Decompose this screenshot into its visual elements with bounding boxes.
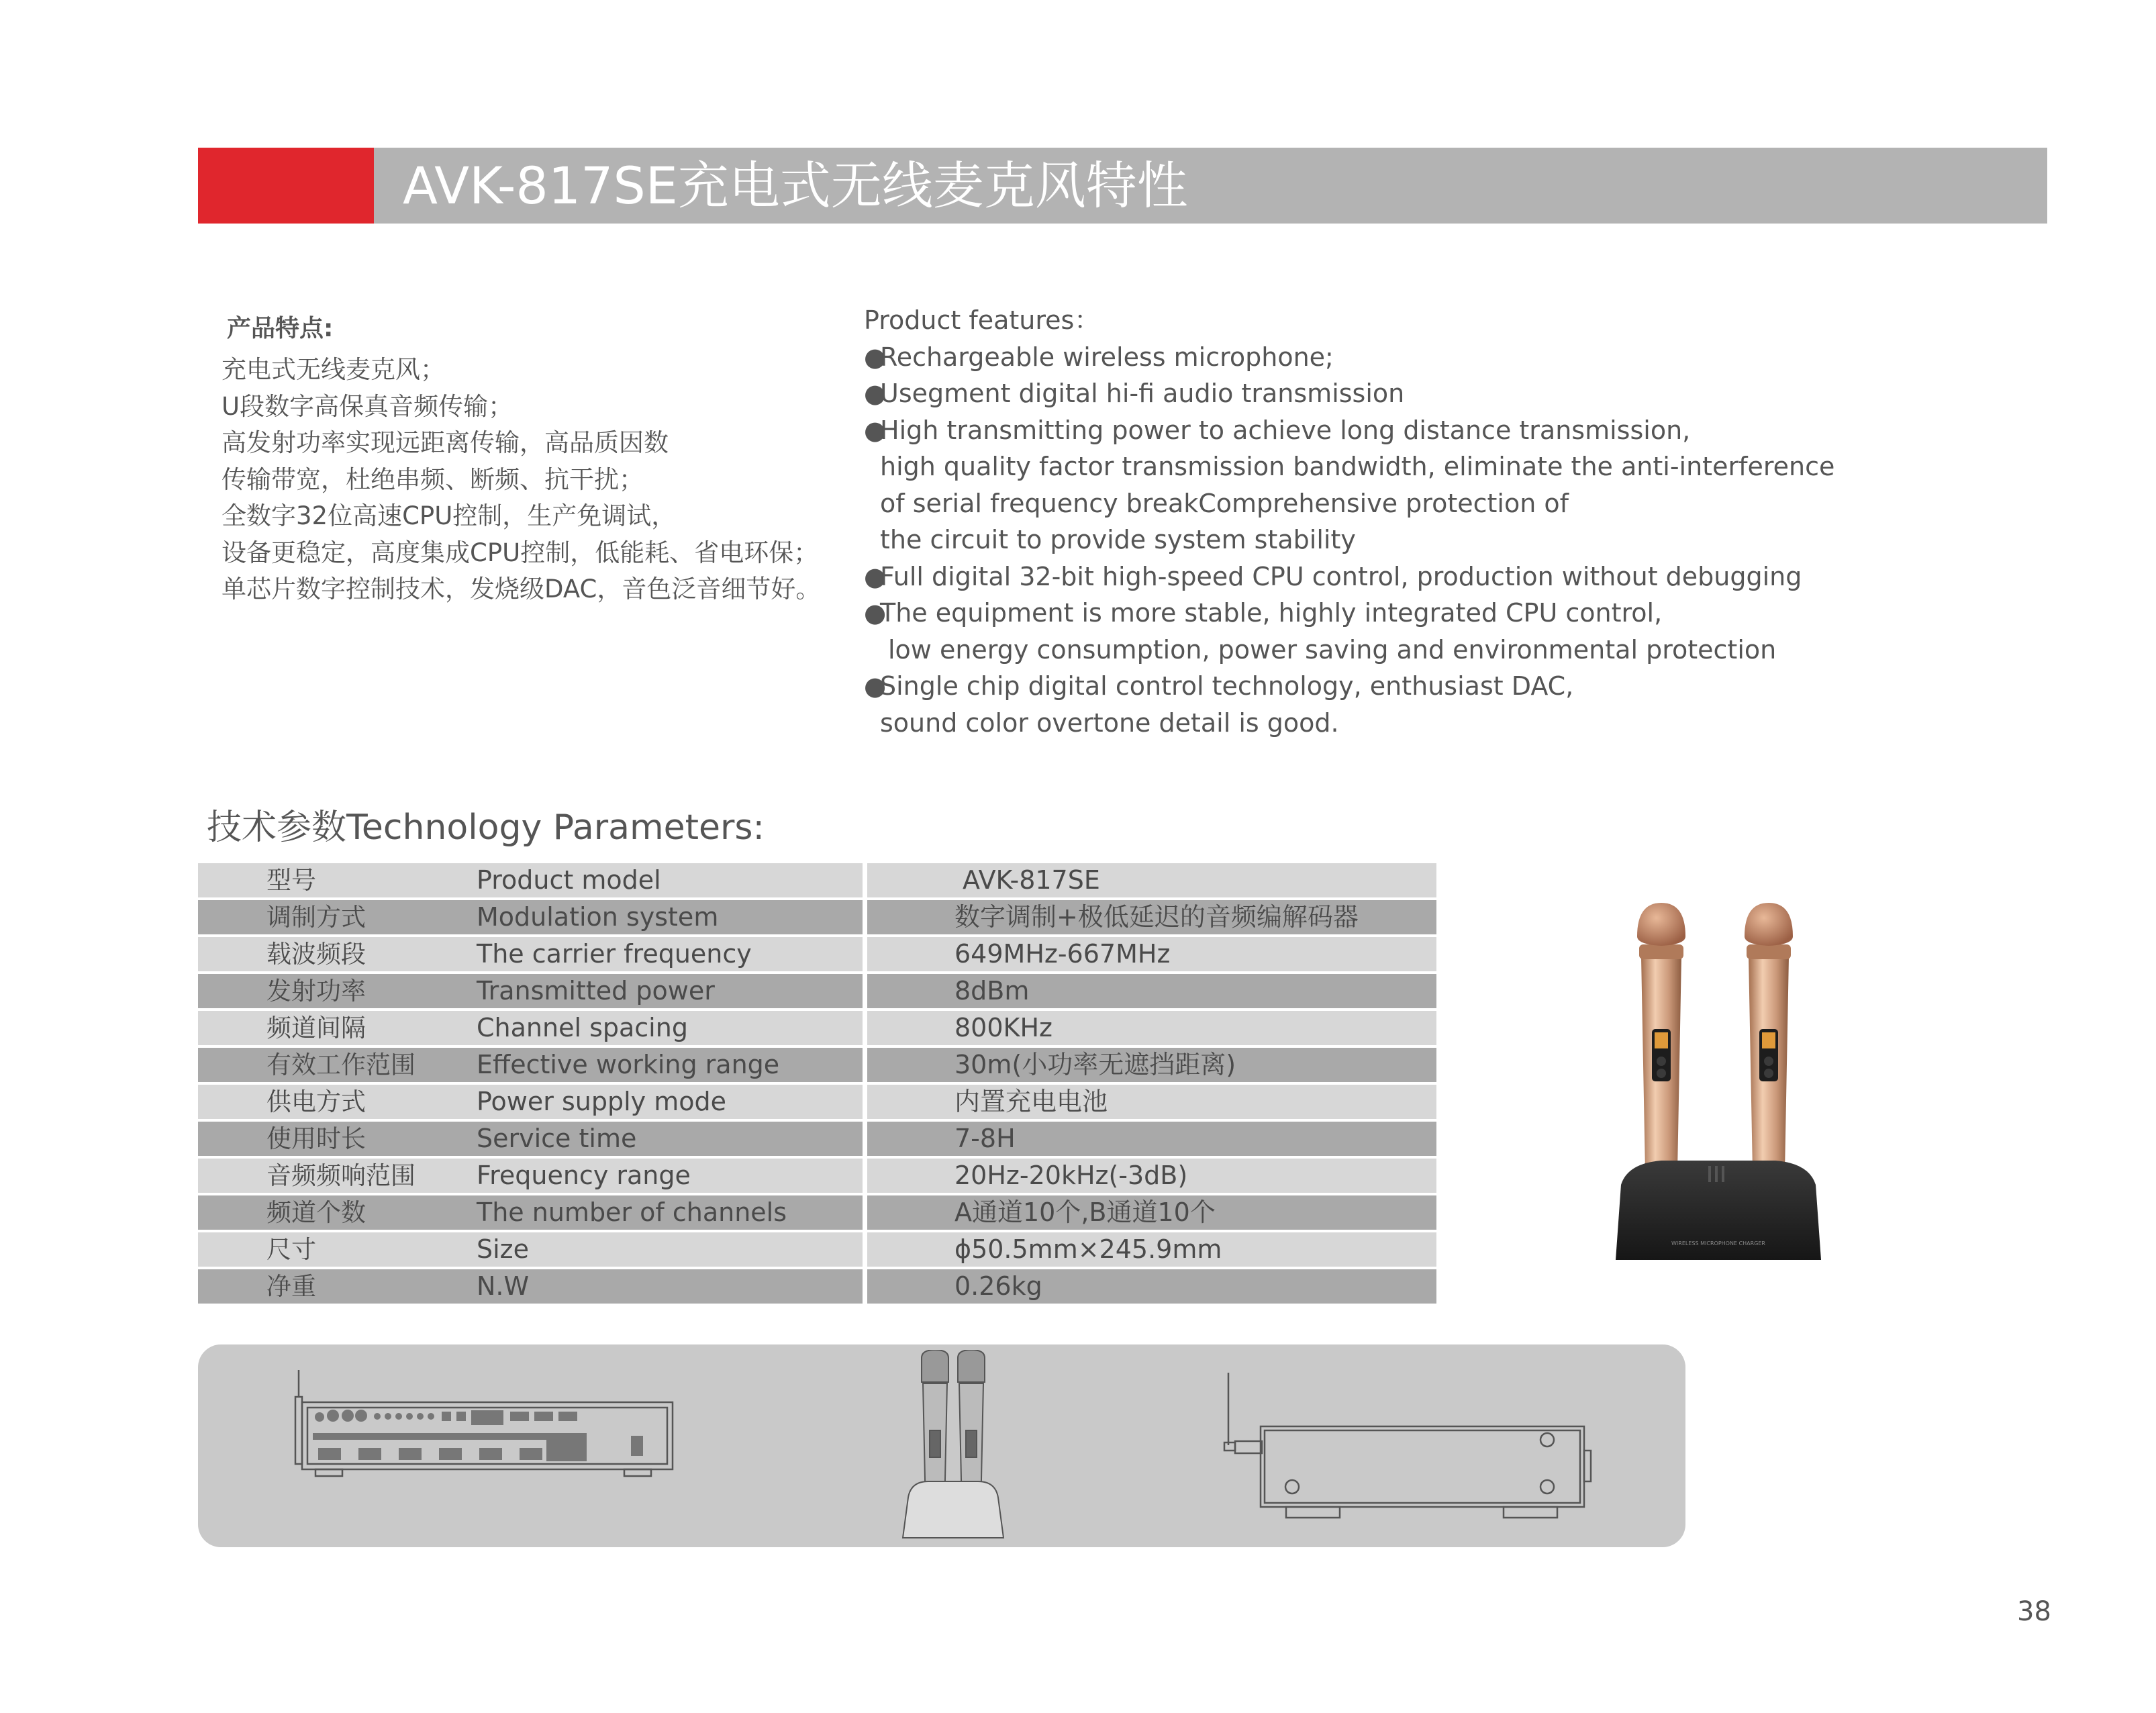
microphone-pair-icon xyxy=(1608,903,1829,1265)
table-row xyxy=(198,973,1436,1010)
features-cn-line: 设备更稳定，高度集成CPU控制，低能耗、省电环保； xyxy=(222,538,819,567)
header-accent-block xyxy=(198,148,374,224)
features-en-text: low energy consumption, power saving and environmental protection xyxy=(888,634,1777,665)
page-title: AVK-817SE充电式无线麦克风特性 xyxy=(403,156,1188,215)
features-en-text: High transmitting power to achieve long distance transmission, xyxy=(880,415,1691,445)
table-row xyxy=(198,1157,1436,1194)
param-value-cell xyxy=(867,1232,1436,1267)
features-en xyxy=(864,302,1871,741)
param-value: AVK-817SE xyxy=(963,865,1100,895)
param-label-cell xyxy=(198,1159,863,1193)
param-value-cell xyxy=(867,1269,1436,1304)
features-cn-line: 单芯片数字控制技术，发烧级DAC，音色泛音细节好。 xyxy=(222,575,821,603)
page-number: 38 xyxy=(2017,1596,2051,1627)
bullet-icon: ● xyxy=(864,342,887,372)
param-value-cell xyxy=(867,900,1436,934)
table-row xyxy=(198,936,1436,973)
features-cn-line: U段数字高保真音频传输； xyxy=(222,391,513,421)
param-name-en: Transmitted power xyxy=(477,976,715,1006)
features-cn xyxy=(222,314,859,608)
param-name-cn: 载波频段 xyxy=(266,940,366,969)
features-en-text: Usegment digital hi-fi audio transmission xyxy=(880,379,1405,408)
param-value: 649MHz-667MHz xyxy=(954,939,1171,969)
receiver-side-icon xyxy=(1222,1371,1624,1526)
param-label-cell xyxy=(198,974,863,1008)
param-name-cn: 频道个数 xyxy=(266,1198,366,1227)
param-name-en: Power supply mode xyxy=(477,1087,726,1116)
param-value-cell xyxy=(867,863,1436,897)
params-title: 技术参数Technology Parameters: xyxy=(207,807,765,848)
params-table xyxy=(198,862,1436,1305)
param-value: 20Hz-20kHz(-3dB) xyxy=(954,1161,1188,1190)
param-label-cell xyxy=(198,1269,863,1304)
param-value-cell xyxy=(867,1195,1436,1230)
receiver-rear-icon xyxy=(289,1369,685,1503)
table-row xyxy=(198,1046,1436,1083)
microphone-charger-drawing-icon xyxy=(896,1350,1010,1542)
table-row xyxy=(198,1194,1436,1231)
product-image xyxy=(1608,903,1829,1265)
param-value-cell xyxy=(867,1122,1436,1156)
param-label-cell xyxy=(198,937,863,971)
param-value: 30m(小功率无遮挡距离) xyxy=(954,1050,1236,1079)
bullet-icon: ● xyxy=(864,598,887,628)
param-value: 7-8H xyxy=(954,1124,1016,1153)
features-en-item xyxy=(864,558,1871,595)
features-cn-line: 传输带宽，杜绝串频、断频、抗干扰； xyxy=(222,464,644,494)
param-name-en: Effective working range xyxy=(477,1050,780,1079)
param-value: 0.26kg xyxy=(954,1271,1042,1301)
page-header xyxy=(198,148,2047,224)
param-name-cn: 音频频响范围 xyxy=(266,1161,415,1190)
param-value-cell xyxy=(867,1011,1436,1045)
param-label-cell xyxy=(198,900,863,934)
param-name-en: Size xyxy=(477,1234,530,1264)
param-value: 数字调制+极低延迟的音频编解码器 xyxy=(954,902,1359,932)
features-en-text: Single chip digital control technology, enthusiast DAC, xyxy=(880,671,1574,701)
param-name-cn: 供电方式 xyxy=(266,1087,366,1116)
param-name-cn: 频道间隔 xyxy=(266,1014,366,1042)
param-value: 内置充电电池 xyxy=(954,1087,1108,1116)
param-label-cell xyxy=(198,1122,863,1156)
param-value: 800KHz xyxy=(954,1013,1052,1042)
features-en-text: The equipment is more stable, highly integrated CPU control, xyxy=(880,598,1663,628)
param-value-cell xyxy=(867,974,1436,1008)
features-en-item xyxy=(864,412,1871,449)
param-name-en: Frequency range xyxy=(477,1161,691,1190)
features-en-text: the circuit to provide system stability xyxy=(880,525,1356,554)
table-row xyxy=(198,862,1436,899)
param-label-cell xyxy=(198,1085,863,1119)
table-row xyxy=(198,1268,1436,1305)
features-en-item xyxy=(864,375,1871,412)
param-label-cell xyxy=(198,1048,863,1082)
features-en-heading: Product features： xyxy=(864,305,1100,335)
param-name-en: The carrier frequency xyxy=(477,939,752,969)
param-label-cell xyxy=(198,863,863,897)
param-label-cell xyxy=(198,1232,863,1267)
param-name-cn: 净重 xyxy=(266,1272,316,1301)
param-name-en: N.W xyxy=(477,1271,530,1301)
features-en-text: high quality factor transmission bandwidth, eliminate the anti-interference xyxy=(880,452,1835,481)
param-name-cn: 发射功率 xyxy=(266,977,366,1006)
param-name-en: Channel spacing xyxy=(477,1013,688,1042)
param-name-en: Modulation system xyxy=(477,902,719,932)
param-label-cell xyxy=(198,1195,863,1230)
param-name-en: The number of channels xyxy=(477,1197,787,1227)
features-en-item xyxy=(864,668,1871,705)
param-name-cn: 调制方式 xyxy=(266,903,366,932)
features-en-item xyxy=(864,595,1871,632)
param-value: A通道10个,B通道10个 xyxy=(954,1197,1216,1227)
table-row xyxy=(198,1231,1436,1268)
param-name-cn: 型号 xyxy=(266,866,316,895)
dimension-drawings-panel xyxy=(198,1344,1685,1547)
features-en-text: sound color overtone detail is good. xyxy=(880,707,1339,738)
features-cn-heading: 产品特点: xyxy=(227,315,334,342)
features-en-item xyxy=(864,339,1871,376)
param-value-cell xyxy=(867,1159,1436,1193)
param-name-cn: 尺寸 xyxy=(266,1235,316,1264)
table-row xyxy=(198,1083,1436,1120)
param-name-cn: 有效工作范围 xyxy=(266,1050,415,1079)
charger-label: WIRELESS MICROPHONE CHARGER xyxy=(1671,1240,1765,1246)
features-en-text: Rechargeable wireless microphone; xyxy=(880,342,1334,372)
param-value: 8dBm xyxy=(954,976,1030,1006)
param-value-cell xyxy=(867,1048,1436,1082)
bullet-icon: ● xyxy=(864,561,887,591)
bullet-icon: ● xyxy=(864,671,887,701)
features-en-text: of serial frequency breakComprehensive protection of xyxy=(880,488,1569,518)
table-row xyxy=(198,899,1436,936)
features-cn-line: 充电式无线麦克风； xyxy=(222,355,445,384)
param-value-cell xyxy=(867,1085,1436,1119)
features-cn-line: 全数字32位高速CPU控制，生产免调试， xyxy=(222,501,677,530)
param-value: ϕ50.5mm×245.9mm xyxy=(954,1234,1222,1264)
table-row xyxy=(198,1120,1436,1157)
param-name-cn: 使用时长 xyxy=(266,1124,366,1153)
bullet-icon: ● xyxy=(864,379,887,408)
features-en-text: Full digital 32-bit high-speed CPU control, production without debugging xyxy=(880,561,1802,591)
param-name-en: Product model xyxy=(477,865,661,895)
table-row xyxy=(198,1010,1436,1046)
features-cn-line: 高发射功率实现远距离传输，高品质因数 xyxy=(222,428,669,457)
param-value-cell xyxy=(867,937,1436,971)
param-name-en: Service time xyxy=(477,1124,637,1153)
param-label-cell xyxy=(198,1011,863,1045)
bullet-icon: ● xyxy=(864,415,887,445)
